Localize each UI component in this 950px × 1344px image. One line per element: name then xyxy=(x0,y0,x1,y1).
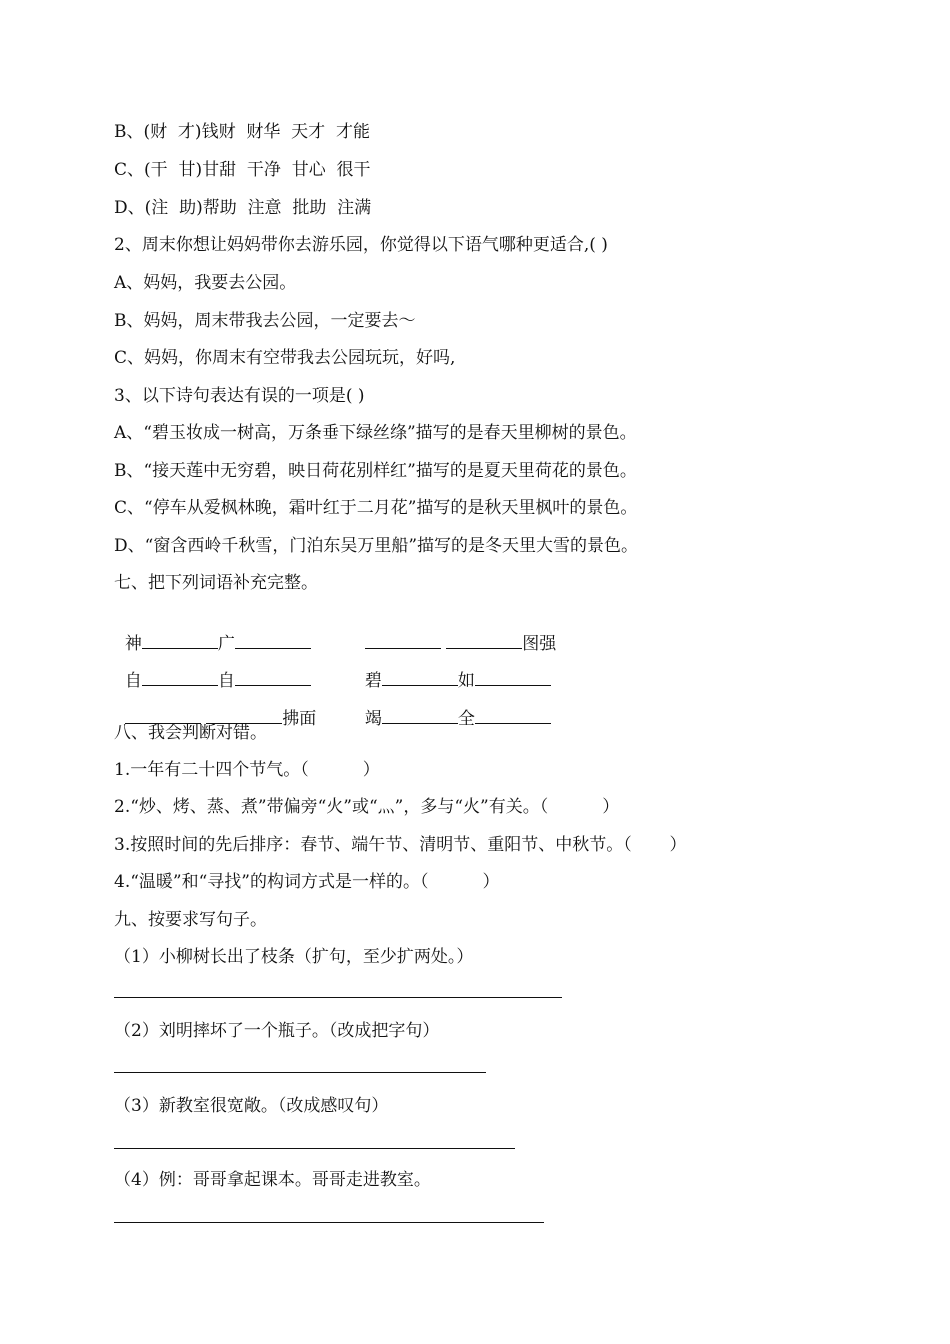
idiom-6-blank-1[interactable] xyxy=(382,707,458,724)
sentence-task-2: （2）刘明摔坏了一个瓶子。（改成把字句） xyxy=(114,1021,440,1041)
section-8-title: 八、我会判断对错。 xyxy=(114,723,267,743)
idiom-3-blank-2[interactable] xyxy=(235,669,311,686)
answer-line-3[interactable] xyxy=(114,1148,515,1149)
idiom-4-blank-1[interactable] xyxy=(382,669,458,686)
question-2: 2、周末你想让妈妈带你去游乐园，你觉得以下语气哪种更适合,( ) xyxy=(114,235,608,255)
idiom-1-char-2: 广 xyxy=(217,634,235,654)
question-3-option-d: D、“窗含西岭千秋雪，门泊东吴万里船”描写的是冬天里大雪的景色。 xyxy=(114,536,639,556)
question-3-option-b: B、“接天莲中无穷碧，映日荷花别样红”描写的是夏天里荷花的景色。 xyxy=(114,461,637,481)
idiom-4-blank-2[interactable] xyxy=(475,669,551,686)
idiom-2-char: 图强 xyxy=(522,634,557,654)
option-d: D、(注 助)帮助 注意 批助 注满 xyxy=(114,198,372,218)
idiom-3-blank-1[interactable] xyxy=(142,669,218,686)
sentence-task-4: （4）例：哥哥拿起课本。哥哥走进教室。 xyxy=(114,1170,431,1190)
answer-line-1[interactable] xyxy=(114,997,562,998)
idiom-1-char-1: 神 xyxy=(124,634,142,654)
idiom-3-char-1: 自 xyxy=(124,671,142,691)
question-3: 3、以下诗句表达有误的一项是( ) xyxy=(114,386,365,406)
sentence-task-3: （3）新教室很宽敞。（改成感叹句） xyxy=(114,1096,389,1116)
idiom-4-char-2: 如 xyxy=(457,671,475,691)
question-2-option-a: A、妈妈，我要去公园。 xyxy=(114,273,297,293)
idiom-3-char-2: 自 xyxy=(217,671,235,691)
answer-line-2[interactable] xyxy=(114,1072,486,1073)
judge-item-3: 3.按照时间的先后排序：春节、端午节、清明节、重阳节、中秋节。（ ） xyxy=(114,835,687,855)
idiom-6 xyxy=(354,685,551,730)
judge-item-4: 4.“温暖”和“寻找”的构词方式是一样的。（ ） xyxy=(114,872,500,892)
idiom-6-blank-2[interactable] xyxy=(475,707,551,724)
idiom-4-char-1: 碧 xyxy=(364,671,382,691)
answer-line-4[interactable] xyxy=(114,1222,544,1223)
judge-item-1: 1.一年有二十四个节气。（ ） xyxy=(114,760,380,780)
question-3-option-a: A、“碧玉妆成一树高，万条垂下绿丝绦”描写的是春天里柳树的景色。 xyxy=(114,423,637,443)
idiom-6-char-2: 全 xyxy=(457,709,475,729)
question-3-option-c: C、“停车从爱枫林晚，霜叶红于二月花”描写的是秋天里枫叶的景色。 xyxy=(114,498,638,518)
idiom-6-char-1: 竭 xyxy=(364,709,382,729)
option-c: C、(干 甘)甘甜 干净 甘心 很干 xyxy=(114,160,371,180)
judge-item-2: 2.“炒、烤、蒸、煮”带偏旁“火”或“灬”，多与“火”有关。（ ） xyxy=(114,797,620,817)
option-b: B、(财 才)钱财 财华 天才 才能 xyxy=(114,122,370,142)
section-9-title: 九、按要求写句子。 xyxy=(114,910,267,930)
question-2-option-c: C、妈妈，你周末有空带我去公园玩玩，好吗, xyxy=(114,348,456,368)
idiom-5-chars: 拂面 xyxy=(282,709,317,729)
section-7-title: 七、把下列词语补充完整。 xyxy=(114,573,318,593)
sentence-task-1: （1）小柳树长出了枝条（扩句，至少扩两处。） xyxy=(114,947,474,967)
question-2-option-b: B、妈妈，周末带我去公园，一定要去～ xyxy=(114,311,416,331)
